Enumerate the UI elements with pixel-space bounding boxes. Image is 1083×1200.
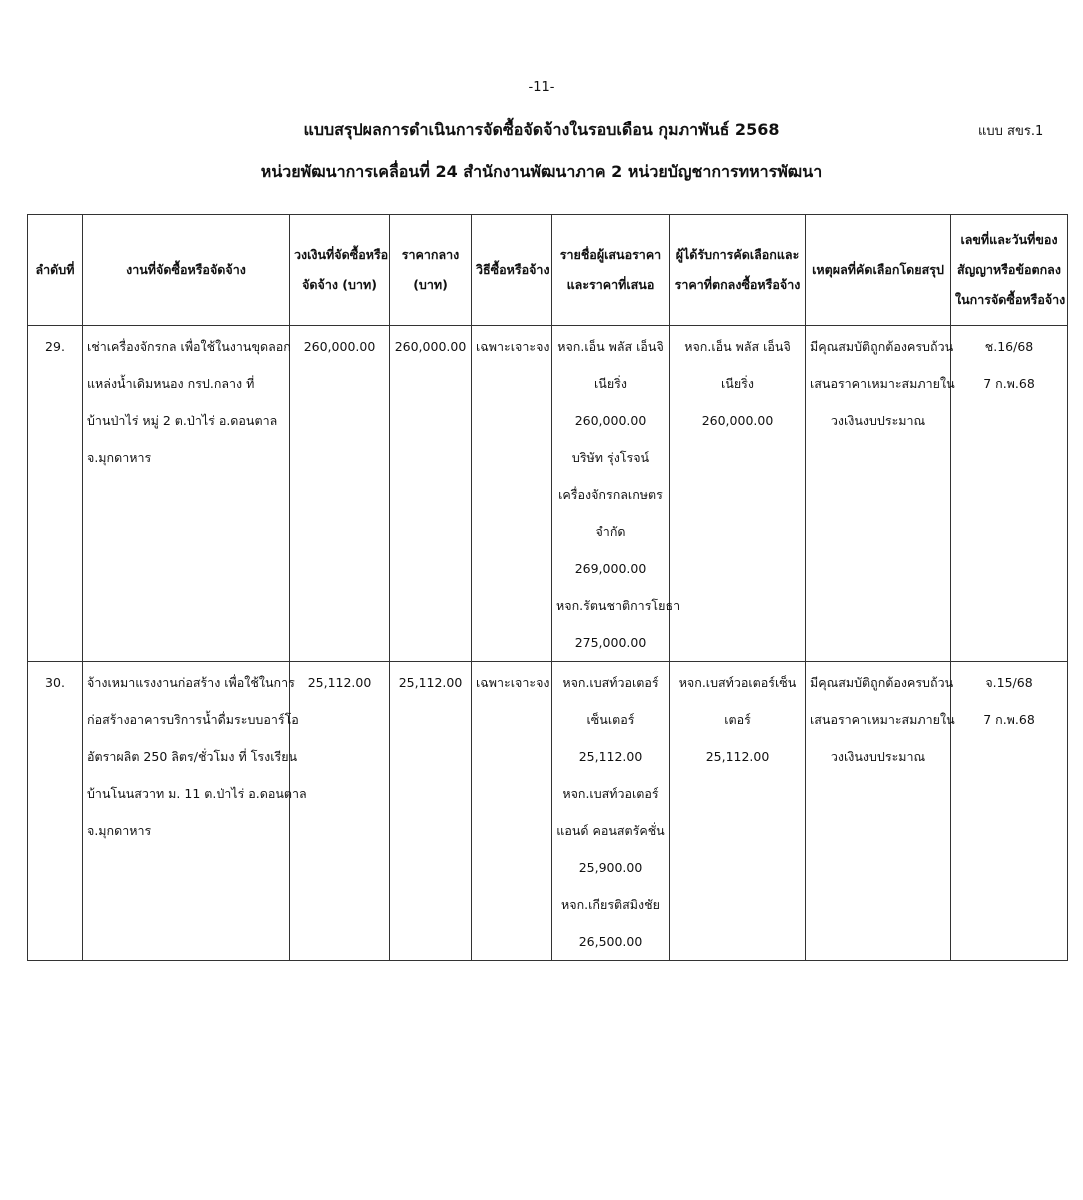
contract-reference: จ.15/68 7 ก.พ.68 bbox=[951, 662, 1068, 961]
bidders-list: หจก.เบสท์วอเตอร์ เซ็นเตอร์ 25,112.00 หจก.เบสท์วอเตอร์ แอนด์ คอนสตรัคชั่น 25,900.00 หจก.เกียรติสมิงชัย 26,500.00 bbox=[552, 662, 670, 961]
page-number: -11- bbox=[528, 80, 555, 95]
procurement-summary-table bbox=[27, 214, 1068, 961]
procurement-method: เฉพาะเจาะจง bbox=[472, 662, 552, 961]
budget-amount: 25,112.00 bbox=[290, 662, 390, 961]
column-header: ลำดับที่ bbox=[28, 215, 83, 326]
column-header: ผู้ได้รับการคัดเลือกและ ราคาที่ตกลงซื้อหรือจ้าง bbox=[670, 215, 806, 326]
selected-vendor: หจก.เอ็น พลัส เอ็นจิ เนียริ่ง 260,000.00 bbox=[670, 326, 806, 662]
table-header-row bbox=[28, 215, 1068, 326]
procurement-method: เฉพาะเจาะจง bbox=[472, 326, 552, 662]
column-header: งานที่จัดซื้อหรือจัดจ้าง bbox=[83, 215, 290, 326]
median-price: 260,000.00 bbox=[390, 326, 472, 662]
selected-vendor: หจก.เบสท์วอเตอร์เซ็น เตอร์ 25,112.00 bbox=[670, 662, 806, 961]
work-description: เช่าเครื่องจักรกล เพื่อใช้ในงานขุดลอก แหล่งน้ำเดิมหนอง กรป.กลาง ที่ บ้านป่าไร่ หมู่ 2 ต.ป่าไร่ อ.ดอนตาล จ.มุกดาหาร bbox=[83, 326, 290, 662]
row-number: 30. bbox=[28, 662, 83, 961]
column-header: รายชื่อผู้เสนอราคา และราคาที่เสนอ bbox=[552, 215, 670, 326]
form-code: แบบ สขร.1 bbox=[978, 124, 1044, 139]
column-header: วิธีซื้อหรือจ้าง bbox=[472, 215, 552, 326]
selection-reason: มีคุณสมบัติถูกต้องครบถ้วน เสนอราคาเหมาะสมภายใน วงเงินงบประมาณ bbox=[806, 326, 951, 662]
column-header: วงเงินที่จัดซื้อหรือ จัดจ้าง (บาท) bbox=[290, 215, 390, 326]
budget-amount: 260,000.00 bbox=[290, 326, 390, 662]
bidders-list: หจก.เอ็น พลัส เอ็นจิ เนียริ่ง 260,000.00 บริษัท รุ่งโรจน์ เครื่องจักรกลเกษตร จำกัด 269,000.00 หจก.รัตนชาติการโยธา 275,000.00 bbox=[552, 326, 670, 662]
column-header: ราคากลาง (บาท) bbox=[390, 215, 472, 326]
document-subtitle: หน่วยพัฒนาการเคลื่อนที่ 24 สำนักงานพัฒนาภาค 2 หน่วยบัญชาการทหารพัฒนา bbox=[260, 162, 823, 181]
selection-reason: มีคุณสมบัติถูกต้องครบถ้วน เสนอราคาเหมาะสมภายใน วงเงินงบประมาณ bbox=[806, 662, 951, 961]
median-price: 25,112.00 bbox=[390, 662, 472, 961]
document-title: แบบสรุปผลการดำเนินการจัดซื้อจัดจ้างในรอบเดือน กุมภาพันธ์ 2568 bbox=[303, 120, 780, 139]
row-number: 29. bbox=[28, 326, 83, 662]
column-header: เหตุผลที่คัดเลือกโดยสรุป bbox=[806, 215, 951, 326]
contract-reference: ช.16/68 7 ก.พ.68 bbox=[951, 326, 1068, 662]
column-header: เลขที่และวันที่ของ สัญญาหรือข้อตกลง ในการจัดซื้อหรือจ้าง bbox=[951, 215, 1068, 326]
table-row bbox=[28, 326, 1068, 662]
table-row bbox=[28, 662, 1068, 961]
work-description: จ้างเหมาแรงงานก่อสร้าง เพื่อใช้ในการ ก่อสร้างอาคารบริการน้ำดื่มระบบอาร์โอ อัตราผลิต 250 ลิตร/ชั่วโมง ที่ โรงเรียน บ้านโนนสวาท ม. 11 ต.ป่าไร่ อ.ดอนตาล จ.มุกดาหาร bbox=[83, 662, 290, 961]
